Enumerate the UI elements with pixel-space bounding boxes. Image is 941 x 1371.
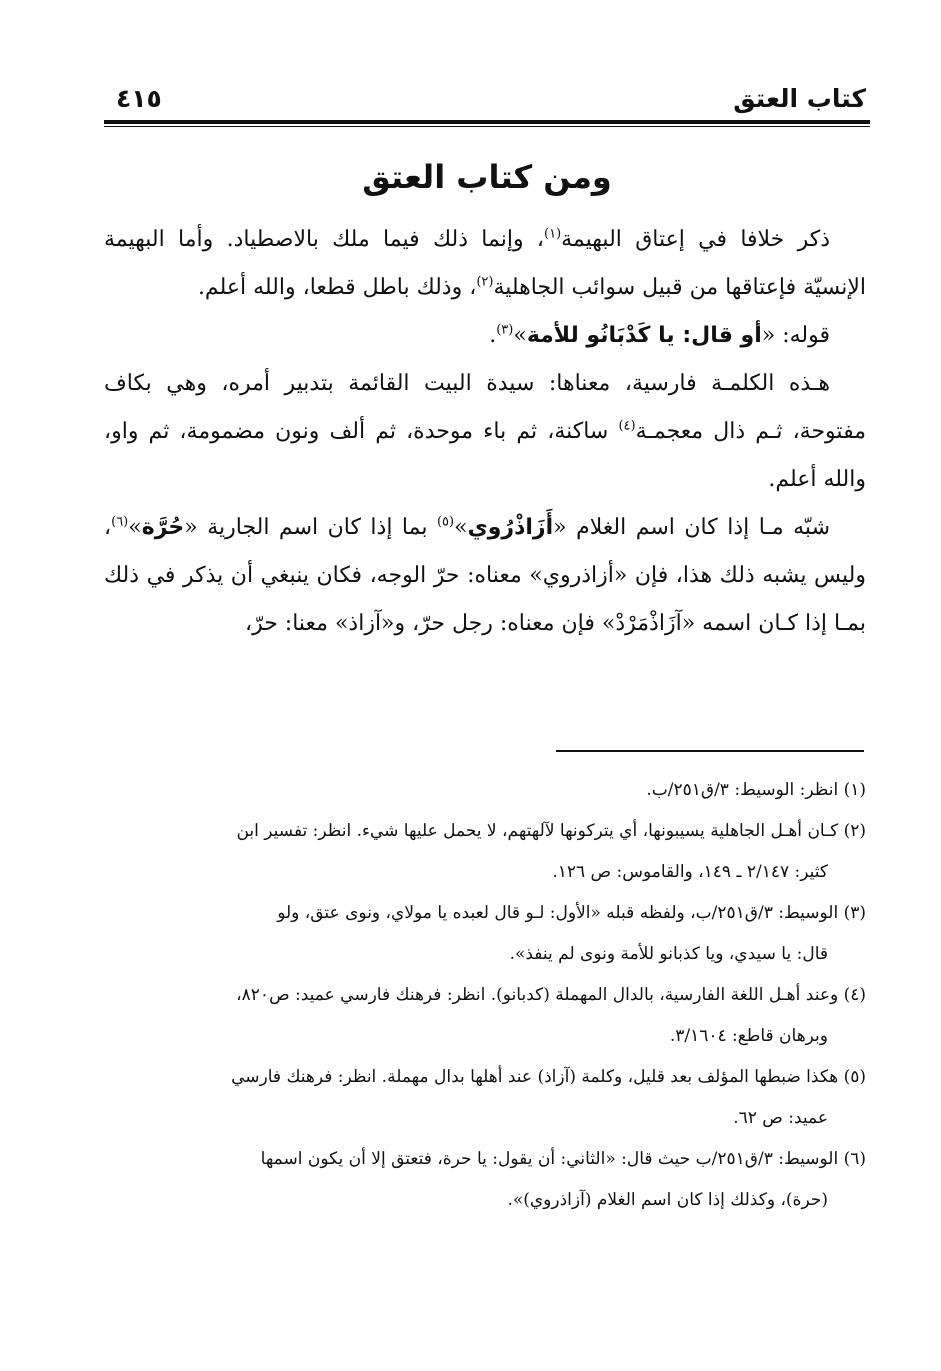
footnote-ref-2: (٢) (476, 274, 494, 290)
chapter-title: ومن كتاب العتق (362, 158, 612, 196)
footnote-4-text: (٤) وعند أهـل اللغة الفارسية، بالدال المهملة (كدبانو). انظر: فرهنك فارسي عميد: ص٨٢٠، (236, 985, 866, 1005)
footnote-6 (104, 1139, 866, 1180)
paragraph-2 (104, 312, 866, 360)
footnote-5-cont-text: عميد: ص ٦٢. (733, 1108, 828, 1128)
footnote-2-cont-text: كثير: ٢/١٤٧ ـ ١٤٩، والقاموس: ص ١٢٦. (552, 862, 828, 882)
footnote-ref-3: (٣) (496, 322, 514, 338)
p3-text-a: هـذه الكلمـة فارسية، معناها: سيدة البيت القائمة بتدبير أمره، وهي بكاف مفتوحة، ثـم ذال معجمـة (104, 371, 866, 444)
footnote-ref-5: (٥) (436, 514, 455, 530)
footnote-2 (104, 811, 866, 852)
footnote-5 (104, 1057, 866, 1098)
paragraph-1 (104, 216, 866, 312)
p1-text-b: ، وإنما ذلك فيما ملك بالاصطياد. وأما البهيمة الإنسيّة فإعتاقها من قبيل سوائب الجاهلية (104, 227, 866, 300)
footnote-1-text: (١) انظر: الوسيط: ٣/ق٢٥١/ب. (646, 780, 866, 800)
footnote-4 (104, 975, 866, 1016)
body-text (104, 216, 866, 648)
footnote-6-continuation (104, 1180, 866, 1221)
footnotes (104, 770, 866, 1221)
p4-text-d: » (128, 515, 142, 540)
footnote-ref-4: (٤) (618, 418, 636, 434)
footnote-3 (104, 893, 866, 934)
p2-text-a: قوله: « (761, 323, 830, 348)
footnote-6-cont-text: (حرة)، وكذلك إذا كان اسم الغلام (آزاذروي)». (507, 1190, 828, 1210)
footnote-2-continuation (104, 852, 866, 893)
p4-quoted-word-2: حُرَّة (141, 515, 185, 540)
footnote-ref-6: (٦) (111, 514, 129, 530)
footnote-separator (556, 750, 864, 752)
header-rule-thick (104, 120, 870, 124)
p2-text-c: . (489, 323, 497, 348)
footnote-4-cont-text: وبرهان قاطع: ٣/١٦٠٤. (669, 1026, 828, 1046)
header-rule-thin (104, 126, 870, 127)
p4-text-c: بما إذا كان اسم الجارية « (184, 515, 437, 540)
p4-quoted-word-1: أَزَاذْرُوي (467, 515, 554, 540)
footnote-5-text: (٥) هكذا ضبطها المؤلف بعد قليل، وكلمة (آزاذ) عند أهلها بدال مهملة. انظر: فرهنك فارسي (231, 1067, 866, 1087)
p3-text-b: ساكنة، ثم باء موحدة، ثم ألف ونون مضمومة، ثم واو، والله أعلم. (104, 419, 866, 492)
footnote-3-continuation (104, 934, 866, 975)
p2-text-b: » (513, 323, 527, 348)
footnote-2-text: (٢) كـان أهـل الجاهلية يسيبونها، أي يتركونها لآلهتهم، لا يحمل عليها شيء. انظر: تفسير ابن (236, 821, 866, 841)
p4-text-a: شبّه مـا إذا كان اسم الغلام « (553, 515, 830, 540)
footnote-1 (104, 770, 866, 811)
p1-text-a: ذكر خلافا في إعتاق البهيمة (561, 227, 830, 252)
footnote-ref-1: (١) (544, 226, 562, 242)
p1-text-c: ، وذلك باطل قطعا، والله أعلم. (197, 275, 477, 300)
footnote-3-cont-text: قال: يا سيدي، ويا كذبانو للأمة ونوى لم ينفذ». (509, 944, 828, 964)
p2-quoted-phrase: أو قال: يا كَدْبَانُو للأمة (526, 323, 762, 348)
p4-text-b: » (454, 515, 468, 540)
running-header (112, 84, 868, 120)
footnote-6-text: (٦) الوسيط: ٣/ق٢٥١/ب حيث قال: «الثاني: أن يقول: يا حرة، فتعتق إلا أن يكون اسمها (260, 1149, 866, 1169)
page-number: ٤١٥ (116, 84, 162, 113)
footnote-4-continuation (104, 1016, 866, 1057)
running-title: كتاب العتق (733, 84, 866, 113)
paragraph-3 (104, 360, 866, 504)
footnote-3-text: (٣) الوسيط: ٣/ق٢٥١/ب، ولفظه قبله «الأول: لـو قال لعبده يا مولاي، ونوى عتق، ولو (277, 903, 866, 923)
p4-text-e: ، وليس يشبه ذلك هذا، فإن «أزاذروي» معناه: حرّ الوجه، فكان ينبغي أن يذكر في ذلك بمـا إذا كـان اسمه «آزَاذْمَرْدْ» فإن معناه: رجل حرّ، و«آزاذ» معنا: حرّ، (104, 515, 866, 636)
paragraph-4 (104, 504, 866, 648)
footnote-5-continuation (104, 1098, 866, 1139)
